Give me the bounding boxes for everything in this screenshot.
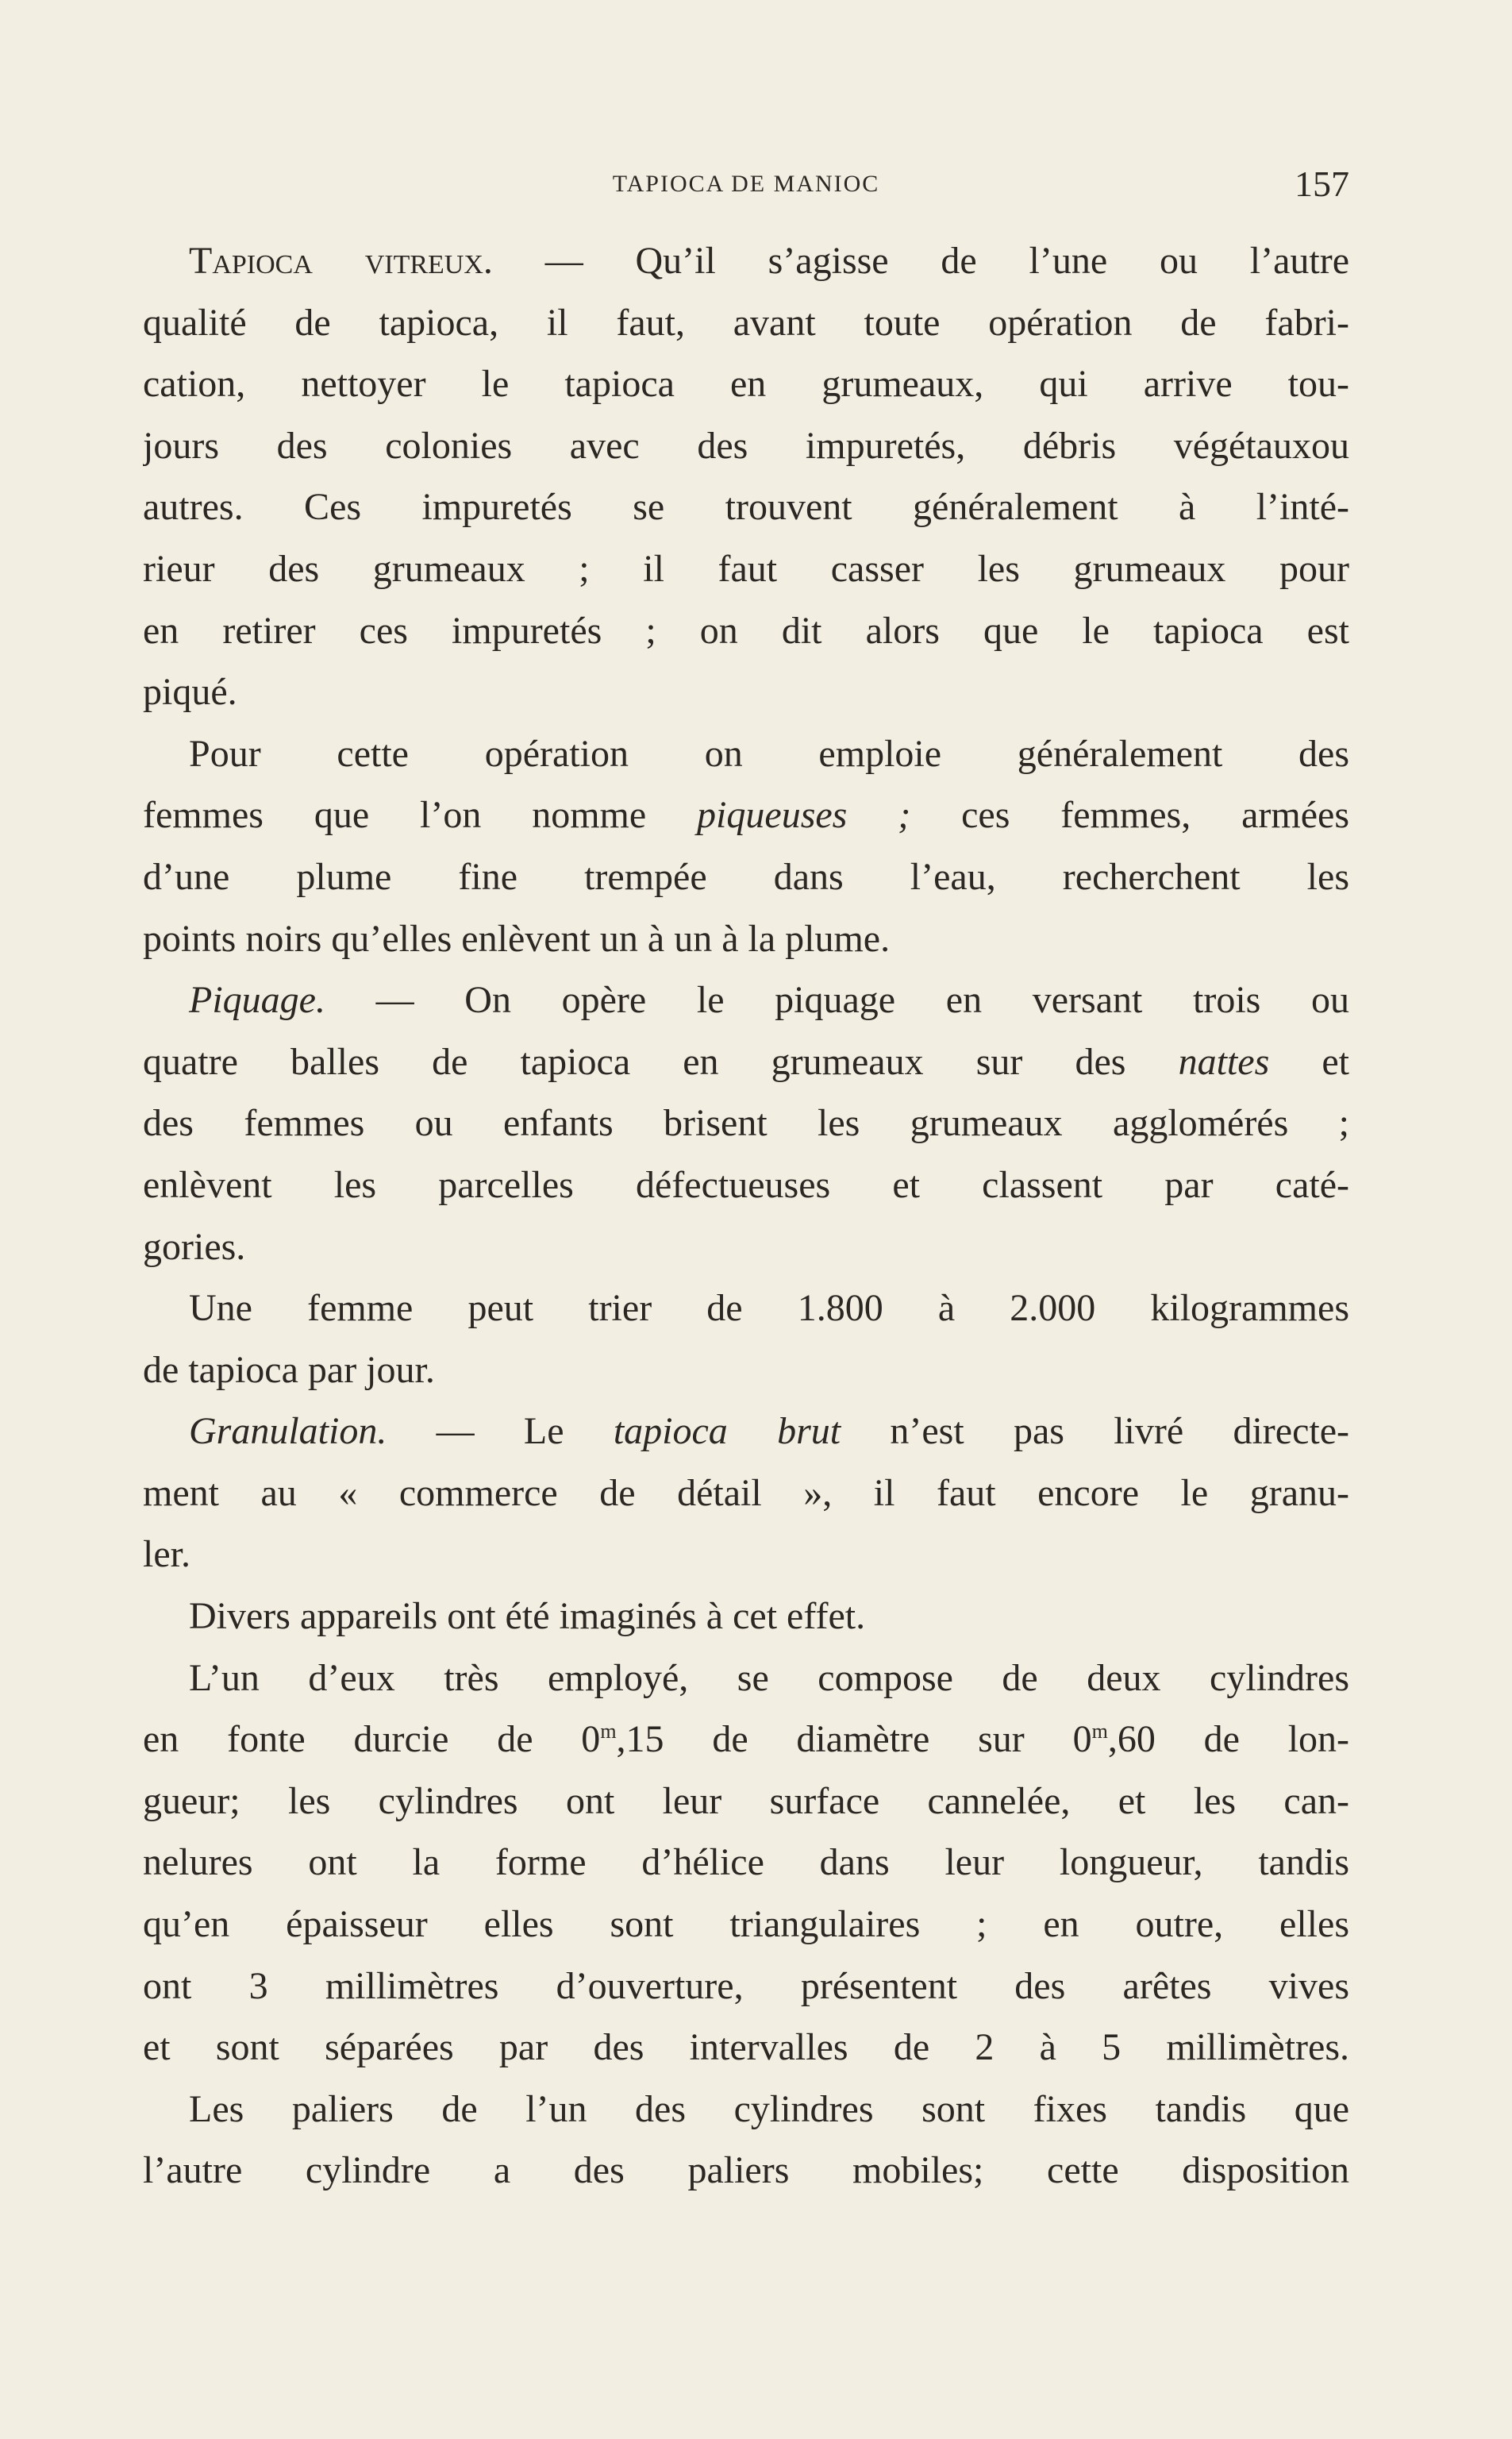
text-segment: qualité de tapioca, il faut, avant toute opération de fabri- <box>143 301 1349 344</box>
text-segment: en fonte durcie de 0 <box>143 1718 601 1761</box>
section-heading: Tapioca vitreux. <box>189 240 493 282</box>
text-line <box>143 1031 1349 1093</box>
text-segment: nelures ont la forme d’hélice dans leur longueur, tandis <box>143 1841 1349 1884</box>
text-segment: jours des colonies avec des impuretés, débris végétauxou <box>143 424 1349 467</box>
text-segment: cation, nettoyer le tapioca en grumeaux, qui arrive tou- <box>143 363 1349 406</box>
italic-text: Piquage. <box>189 979 325 1022</box>
italic-text: Granulation. <box>189 1410 387 1453</box>
page-number: 157 <box>1295 164 1349 204</box>
text-segment: et sont séparées par des intervalles de 2 à 5 millimètres. <box>143 2026 1349 2069</box>
text-segment: quatre balles de tapioca en grumeaux sur des <box>143 1040 1179 1083</box>
text-segment: L’un d’eux très employé, se compose de deux cylindres <box>189 1656 1349 1699</box>
text-line <box>143 969 1349 1031</box>
text-segment: piqué. <box>143 671 237 714</box>
text-line <box>143 1277 1349 1339</box>
text-segment: ont 3 millimètres d’ouverture, présentent des arêtes vives <box>143 1964 1349 2007</box>
text-segment: d’une plume fine trempée dans l’eau, recherchent les <box>143 855 1349 898</box>
text-line <box>143 908 1349 970</box>
text-line <box>143 476 1349 538</box>
text-segment: qu’en épaisseur elles sont triangulaires ; en outre, elles <box>143 1903 1349 1946</box>
text-line <box>143 2017 1349 2079</box>
text-segment: — Le <box>387 1410 614 1453</box>
text-line <box>143 846 1349 908</box>
text-line <box>143 723 1349 785</box>
text-line <box>143 661 1349 723</box>
text-segment: Les paliers de l’un des cylindres sont fixes tandis que <box>189 2087 1349 2130</box>
text-line <box>143 600 1349 662</box>
text-line <box>143 538 1349 600</box>
text-line <box>143 1524 1349 1586</box>
text-segment: Pour cette opération on emploie généralement des <box>189 732 1349 775</box>
text-line <box>143 1709 1349 1770</box>
text-segment: gueur; les cylindres ont leur surface cannelée, et les can- <box>143 1779 1349 1822</box>
text-segment: Divers appareils ont été imaginés à cet effet. <box>189 1595 866 1638</box>
text-line <box>143 1586 1349 1647</box>
text-segment: en retirer ces impuretés ; on dit alors que le tapioca est <box>143 609 1349 652</box>
text-line <box>143 1154 1349 1216</box>
text-segment: rieur des grumeaux ; il faut casser les grumeaux pour <box>143 547 1349 590</box>
text-line <box>143 415 1349 477</box>
text-segment: gories. <box>143 1225 246 1268</box>
text-line <box>143 1339 1349 1401</box>
text-segment: de tapioca par jour. <box>143 1348 435 1391</box>
superscript: m <box>1091 1720 1108 1744</box>
text-segment: Une femme peut trier de 1.800 à 2.000 kilogrammes <box>189 1287 1349 1330</box>
text-segment: — Qu’il s’agisse de l’une ou l’autre <box>492 240 1349 282</box>
superscript: m <box>600 1720 617 1744</box>
text-line <box>143 1092 1349 1154</box>
text-segment: ,60 de lon- <box>1107 1718 1349 1761</box>
running-header <box>143 163 1349 210</box>
text-segment: points noirs qu’elles enlèvent un à un à la plume. <box>143 917 891 960</box>
italic-text: nattes <box>1178 1040 1270 1083</box>
text-line <box>143 1401 1349 1462</box>
text-line <box>143 1216 1349 1278</box>
italic-text: tapioca brut <box>613 1410 841 1453</box>
text-segment: ces femmes, armées <box>910 794 1349 837</box>
italic-text: piqueuses ; <box>697 794 911 837</box>
text-segment: femmes que l’on nomme <box>143 794 698 837</box>
text-line <box>143 784 1349 846</box>
text-segment: l’autre cylindre a des paliers mobiles; cette disposition <box>143 2149 1349 2192</box>
text-line <box>143 1894 1349 1955</box>
text-segment: autres. Ces impuretés se trouvent généralement à l’inté- <box>143 486 1349 529</box>
body-text <box>143 230 1349 2202</box>
running-title: TAPIOCA DE MANIOC <box>612 171 880 197</box>
text-segment: des femmes ou enfants brisent les grumeaux agglomérés ; <box>143 1102 1349 1145</box>
text-segment: ment au « commerce de détail », il faut encore le granu- <box>143 1471 1349 1514</box>
text-segment: — On opère le piquage en versant trois ou <box>325 979 1349 1022</box>
text-line <box>143 1462 1349 1524</box>
text-segment: enlèvent les parcelles défectueuses et classent par caté- <box>143 1163 1349 1206</box>
text-line <box>143 2140 1349 2202</box>
text-segment: ,15 de diamètre sur 0 <box>616 1718 1092 1761</box>
text-line <box>143 353 1349 415</box>
text-line <box>143 1832 1349 1894</box>
text-segment: et <box>1269 1040 1349 1083</box>
text-segment: n’est pas livré directe- <box>841 1410 1349 1453</box>
text-line <box>143 1770 1349 1832</box>
text-line <box>143 1955 1349 2017</box>
text-segment: ler. <box>143 1533 190 1576</box>
text-line <box>143 230 1349 292</box>
text-line <box>143 2079 1349 2140</box>
text-line <box>143 1647 1349 1709</box>
text-line <box>143 292 1349 354</box>
